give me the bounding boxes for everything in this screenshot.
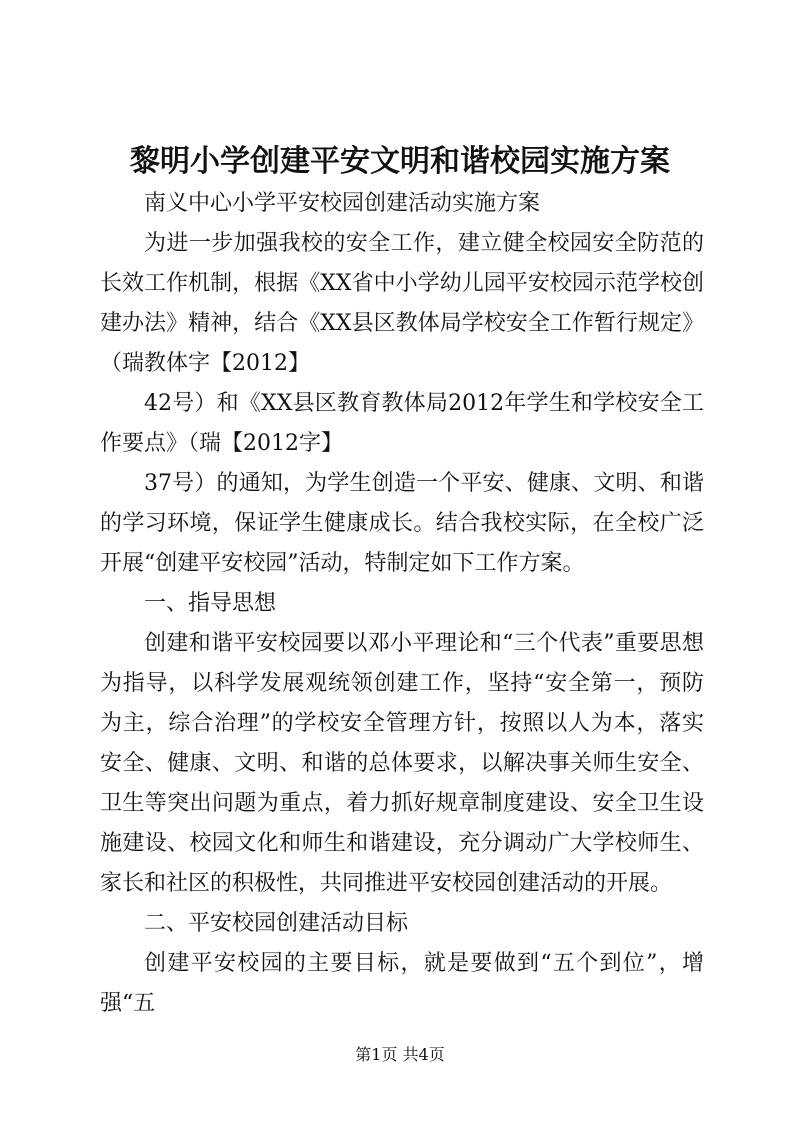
paragraph-intro: 为进一步加强我校的安全工作，建立健全校园安全防范的长效工作机制，根据《XX省中小学幼儿园平安校园示范学校创建办法》精神，结合《XX县区教体局学校安全工作暂行规定》（瑞教体字【2012】 [100, 231, 704, 376]
paragraph-reference-42: 42号）和《XX县区教育教体局2012年学生和学校安全工作要点》（瑞【2012字】 [100, 391, 704, 456]
paragraph-guiding-thought: 创建和谐平安校园要以邓小平理论和“三个代表”重要思想为指导，以科学发展观统领创建工作，坚持“安全第一，预防为主，综合治理”的学校安全管理方针，按照以人为本，落实安全、健康、文明、和谐的总体要求，以解决事关师生安全、卫生等突出问题为重点，着力抓好规章制度建设、安全卫生设施建设、校园文化和师生和谐建设，充分调动广大学校师生、家长和社区的积极性，共同推进平安校园创建活动的开展。 [100, 631, 704, 896]
document-body [100, 184, 704, 1024]
document-title: 黎明小学创建平安文明和谐校园实施方案 [130, 144, 670, 179]
paragraph-reference-37: 37号）的通知，为学生创造一个平安、健康、文明、和谐的学习环境，保证学生健康成长。结合我校实际，在全校广泛开展“创建平安校园”活动，特制定如下工作方案。 [100, 471, 704, 576]
section-heading-guiding-thought: 一、指导思想 [144, 591, 277, 616]
section-heading-goals: 二、平安校园创建活动目标 [144, 911, 409, 936]
page-number: 第1页 共4页 [355, 1045, 445, 1064]
paragraph-subtitle: 南义中心小学平安校园创建活动实施方案 [144, 191, 541, 216]
paragraph-goals: 创建平安校园的主要目标，就是要做到“五个到位”，增强“五 [100, 951, 704, 1016]
